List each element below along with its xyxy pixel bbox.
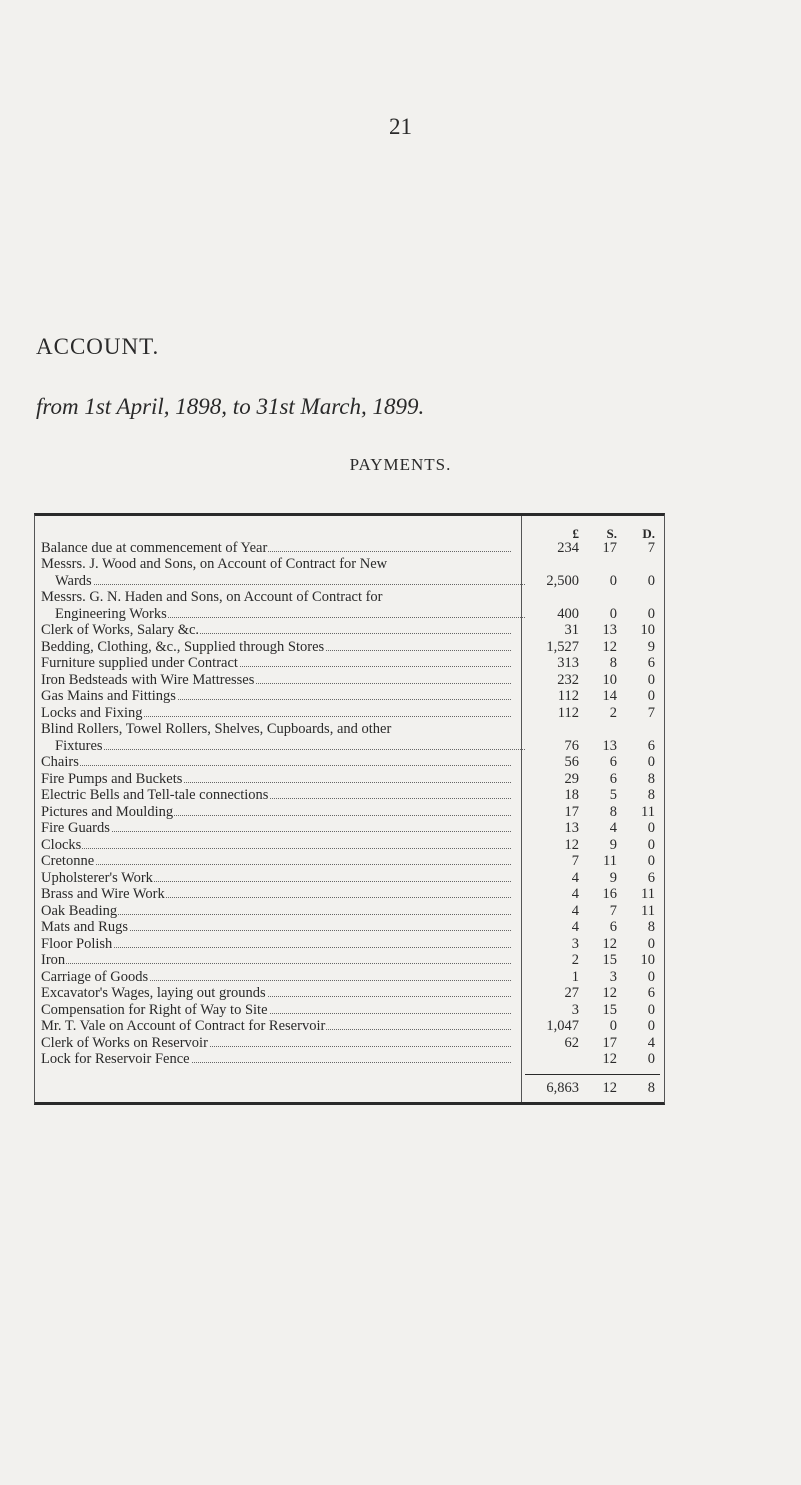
ledger-row — [35, 540, 664, 556]
account-period: from 1st April, 1898, to 31st March, 1899. — [36, 394, 425, 419]
entry-description: Furniture supplied under Contract — [41, 655, 515, 671]
entry-pounds: 31 — [564, 622, 579, 639]
ledger-row — [35, 589, 664, 605]
ledger-row — [35, 622, 664, 638]
entry-shillings: 7 — [609, 902, 617, 919]
entry-pence: 0 — [647, 1051, 655, 1068]
entry-shillings: 10 — [602, 671, 617, 688]
entry-description: Pictures and Moulding — [41, 804, 515, 820]
entry-pence: 10 — [640, 952, 655, 969]
entry-pounds: 4 — [571, 919, 579, 936]
entry-shillings: 12 — [602, 935, 617, 952]
entry-shillings: 17 — [602, 539, 617, 556]
entry-shillings: 9 — [609, 836, 617, 853]
entry-description: Fire Guards — [41, 820, 515, 836]
entry-shillings: 0 — [609, 572, 617, 589]
entry-pence: 11 — [641, 803, 655, 820]
entry-pence: 8 — [647, 919, 655, 936]
entry-pence: 0 — [647, 935, 655, 952]
entry-pounds: 234 — [557, 539, 579, 556]
entry-shillings: 6 — [609, 754, 617, 771]
entry-pence: 9 — [647, 638, 655, 655]
ledger-row — [35, 837, 664, 853]
entry-pounds: 232 — [557, 671, 579, 688]
ledger-row — [35, 969, 664, 985]
entry-pence: 0 — [647, 820, 655, 837]
entry-pence: 6 — [647, 655, 655, 672]
entry-description: Carriage of Goods — [41, 969, 515, 985]
entry-pounds: 112 — [557, 704, 579, 721]
entry-shillings: 0 — [609, 605, 617, 622]
entry-pence: 8 — [647, 770, 655, 787]
entry-pounds: 1 — [571, 968, 579, 985]
entry-description: Floor Polish — [41, 936, 515, 952]
ledger-row-continuation — [35, 738, 664, 754]
ledger-row — [35, 870, 664, 886]
entry-pence: 0 — [647, 688, 655, 705]
entry-shillings: 14 — [602, 688, 617, 705]
page-number: 21 — [389, 114, 412, 139]
entry-shillings: 13 — [602, 622, 617, 639]
entry-pounds: 313 — [557, 655, 579, 672]
ledger-row — [35, 820, 664, 836]
entry-description: Chairs — [41, 754, 515, 770]
total-row — [35, 1080, 664, 1096]
entry-pounds: 1,527 — [546, 638, 579, 655]
entry-shillings: 5 — [609, 787, 617, 804]
ledger-row — [35, 721, 664, 737]
total-shillings: 12 — [602, 1079, 617, 1096]
entry-shillings: 9 — [609, 869, 617, 886]
entry-pounds: 62 — [564, 1034, 579, 1051]
entry-shillings: 15 — [602, 1001, 617, 1018]
entry-pence: 11 — [641, 902, 655, 919]
ledger-row — [35, 936, 664, 952]
entry-description: Mats and Rugs — [41, 919, 515, 935]
entry-pounds: 2 — [571, 952, 579, 969]
entry-pounds: 112 — [557, 688, 579, 705]
entry-description: Balance due at commencement of Year — [41, 540, 515, 556]
entry-description: Compensation for Right of Way to Site — [41, 1002, 515, 1018]
entry-shillings: 3 — [609, 968, 617, 985]
entry-pounds: 29 — [564, 770, 579, 787]
pounds-header: £ — [572, 526, 579, 541]
entry-pence: 0 — [647, 1018, 655, 1035]
entry-pounds: 12 — [564, 836, 579, 853]
entry-description: Brass and Wire Work — [41, 886, 515, 902]
entry-shillings: 17 — [602, 1034, 617, 1051]
ledger-row — [35, 787, 664, 803]
total-pounds: 6,863 — [546, 1079, 579, 1096]
entry-shillings: 12 — [602, 638, 617, 655]
ledger-row-continuation — [35, 573, 664, 589]
entry-description: Blind Rollers, Towel Rollers, Shelves, Cupboards, and other — [41, 721, 392, 738]
entry-shillings: 0 — [609, 1018, 617, 1035]
entry-shillings: 4 — [609, 820, 617, 837]
entry-description: Wards — [55, 573, 529, 589]
section-title: PAYMENTS. — [349, 455, 452, 474]
ledger-row — [35, 804, 664, 820]
entry-description: Gas Mains and Fittings — [41, 688, 515, 704]
entry-pence: 0 — [647, 968, 655, 985]
pence-header: D. — [642, 526, 655, 541]
entry-description: Clerk of Works, Salary &c. — [41, 622, 515, 638]
ledger-row — [35, 754, 664, 770]
entry-shillings: 12 — [602, 985, 617, 1002]
ledger-row — [35, 705, 664, 721]
entry-pence: 0 — [647, 853, 655, 870]
entry-description: Messrs. G. N. Haden and Sons, on Account of Contract for — [41, 589, 383, 606]
entry-shillings: 6 — [609, 770, 617, 787]
entry-pounds: 2,500 — [546, 572, 579, 589]
entry-shillings: 13 — [602, 737, 617, 754]
entry-shillings: 2 — [609, 704, 617, 721]
entry-pence: 0 — [647, 605, 655, 622]
entry-description: Bedding, Clothing, &c., Supplied through Stores — [41, 639, 515, 655]
entry-description: Excavator's Wages, laying out grounds — [41, 985, 515, 1001]
entry-description: Fire Pumps and Buckets — [41, 771, 515, 787]
entry-pounds: 27 — [564, 985, 579, 1002]
entry-pounds: 17 — [564, 803, 579, 820]
ledger-row — [35, 853, 664, 869]
entry-pounds: 4 — [571, 886, 579, 903]
ledger-row — [35, 771, 664, 787]
entry-pence: 6 — [647, 737, 655, 754]
entry-pence: 11 — [641, 886, 655, 903]
entry-pence: 0 — [647, 572, 655, 589]
entry-description: Locks and Fixing — [41, 705, 515, 721]
entry-pence: 0 — [647, 754, 655, 771]
entry-pounds: 18 — [564, 787, 579, 804]
ledger-row — [35, 556, 664, 572]
entry-pounds: 56 — [564, 754, 579, 771]
entry-description: Oak Beading — [41, 903, 515, 919]
entry-description: Cretonne — [41, 853, 515, 869]
entry-pounds: 400 — [557, 605, 579, 622]
entry-description: Iron Bedsteads with Wire Mattresses — [41, 672, 515, 688]
entry-pence: 7 — [647, 539, 655, 556]
entry-pounds: 3 — [571, 935, 579, 952]
entry-description: Clocks — [41, 837, 515, 853]
ledger-row — [35, 688, 664, 704]
entry-pence: 4 — [647, 1034, 655, 1051]
shillings-header: S. — [606, 526, 617, 541]
entry-pounds: 4 — [571, 902, 579, 919]
entry-pounds: 13 — [564, 820, 579, 837]
entry-pence: 0 — [647, 1001, 655, 1018]
ledger-row — [35, 919, 664, 935]
entry-description: Lock for Reservoir Fence — [41, 1051, 515, 1067]
entry-shillings: 15 — [602, 952, 617, 969]
entry-pence: 0 — [647, 836, 655, 853]
entry-description: Electric Bells and Tell-tale connections — [41, 787, 515, 803]
entry-shillings: 8 — [609, 803, 617, 820]
ledger-row — [35, 952, 664, 968]
entry-pounds: 3 — [571, 1001, 579, 1018]
total-pence: 8 — [647, 1079, 655, 1096]
ledger-row — [35, 903, 664, 919]
entry-description: Upholsterer's Work — [41, 870, 515, 886]
ledger-row — [35, 985, 664, 1001]
entry-pence: 6 — [647, 985, 655, 1002]
payments-ledger — [34, 513, 665, 1105]
entry-shillings: 12 — [602, 1051, 617, 1068]
entry-description: Engineering Works — [55, 606, 529, 622]
entry-shillings: 8 — [609, 655, 617, 672]
ledger-row — [35, 1035, 664, 1051]
entry-description: Messrs. J. Wood and Sons, on Account of Contract for New — [41, 556, 388, 573]
total-rule — [525, 1074, 660, 1075]
entry-pounds: 4 — [571, 869, 579, 886]
entry-description: Clerk of Works on Reservoir — [41, 1035, 515, 1051]
ledger-row — [35, 1051, 664, 1067]
entry-description: Fixtures — [55, 738, 529, 754]
ledger-row — [35, 1002, 664, 1018]
entry-pounds: 1,047 — [546, 1018, 579, 1035]
entry-description: Mr. T. Vale on Account of Contract for Reservoir — [41, 1018, 515, 1034]
ledger-row — [35, 886, 664, 902]
entry-pence: 0 — [647, 671, 655, 688]
entry-pence: 6 — [647, 869, 655, 886]
account-heading: ACCOUNT. — [36, 334, 160, 359]
ledger-row — [35, 1018, 664, 1034]
entry-pence: 8 — [647, 787, 655, 804]
entry-pence: 10 — [640, 622, 655, 639]
entry-shillings: 6 — [609, 919, 617, 936]
entry-shillings: 16 — [602, 886, 617, 903]
entry-pounds: 7 — [571, 853, 579, 870]
entry-pence: 7 — [647, 704, 655, 721]
entry-pounds: 76 — [564, 737, 579, 754]
ledger-row-continuation — [35, 606, 664, 622]
ledger-row — [35, 655, 664, 671]
ledger-row — [35, 639, 664, 655]
ledger-row — [35, 672, 664, 688]
entry-shillings: 11 — [603, 853, 617, 870]
entry-description: Iron — [41, 952, 515, 968]
